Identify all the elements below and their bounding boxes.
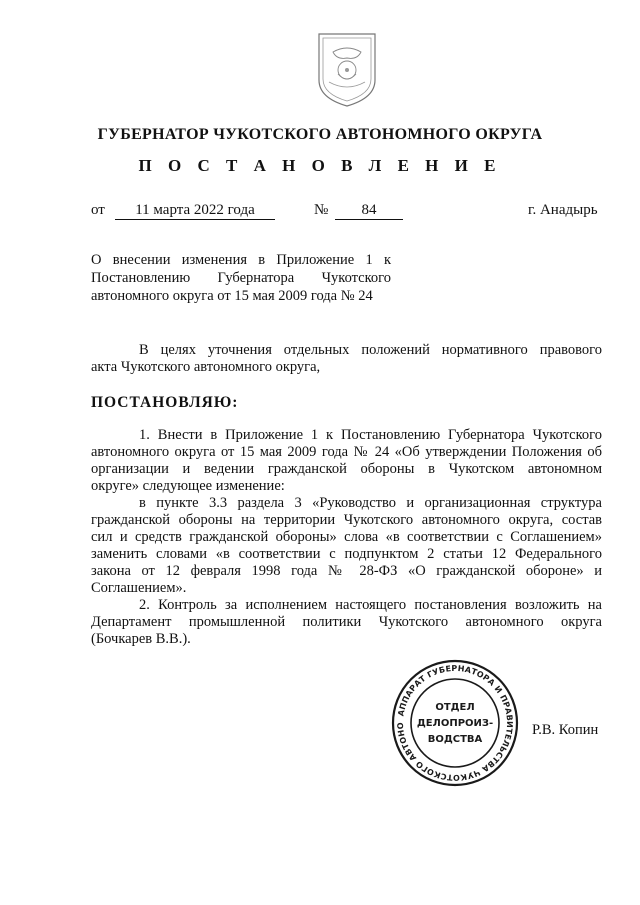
preamble-paragraph (91, 342, 602, 376)
item-1-detail-line: Соглашением». (91, 580, 187, 596)
signer-name: Р.В. Копин (532, 722, 599, 738)
document-date: 11 марта 2022 года (115, 202, 275, 220)
subject-line: автономного округа от 15 мая 2009 года № 24 (91, 288, 373, 304)
item-1-paragraph (91, 427, 602, 495)
preamble-line: В целях уточнения отдельных положений нормативного правового (139, 342, 602, 358)
governor-title: ГУБЕРНАТОР ЧУКОТСКОГО АВТОНОМНОГО ОКРУГА (97, 126, 543, 143)
item-1-detail-line: закона от 12 февраля 1998 года № 28-ФЗ «О гражданской обороне» и (91, 563, 602, 579)
item-1-line: организации и ведении гражданской обороны в Чукотском автономном (91, 461, 602, 477)
preamble-line: акта Чукотского автономного округа, (91, 359, 321, 375)
document-subject (91, 251, 391, 305)
item-1-detail-line: сил и средств гражданской обороны» слова «в соответствии с Соглашением» (91, 529, 602, 545)
number-label: № (314, 202, 329, 218)
stamp-ring-text: АППАРАТ ГУБЕРНАТОРА И ПРАВИТЕЛЬСТВА ЧУКОТСКОГО АВТОНО (395, 663, 515, 783)
item-2-line: 2. Контроль за исполнением настоящего постановления возложить на (139, 597, 602, 613)
stamp-center-line: ОТДЕЛ (435, 702, 475, 713)
item-1-detail-line: заменить словами «в соответствии с подпунктом 2 статьи 12 Федерального (91, 546, 602, 562)
item-1-detail-line: гражданской обороны на территории Чукотского автономного округа, состав (91, 512, 602, 528)
item-1-line: округе» следующее изменение: (91, 478, 285, 494)
document-number: 84 (335, 202, 403, 220)
decree-word: ПОСТАНОВЛЯЮ: (91, 394, 239, 411)
item-2-line: (Бочкарев В.В.). (91, 631, 191, 647)
stamp-center-line: ДЕЛОПРОИЗ- (416, 718, 494, 729)
subject-line: О внесении изменения в Приложение 1 к (91, 252, 391, 268)
item-1-line: автономного округа от 15 мая 2009 года № 24 «Об утверждении Положения об (91, 444, 602, 460)
date-from-label: от (91, 202, 105, 218)
item-1-line: 1. Внести в Приложение 1 к Постановлению Губернатора Чукотского (139, 427, 602, 443)
coat-of-arms-emblem (313, 30, 381, 108)
official-stamp (390, 658, 520, 788)
stamp-center-line: ВОДСТВА (427, 734, 483, 745)
item-2-line: Департамент промышленной политики Чукотского автономного округа (91, 614, 602, 630)
item-1-detail-paragraph (91, 495, 602, 597)
document-type-title: П О С Т А Н О В Л Е Н И Е (138, 156, 502, 175)
item-1-detail-line: в пункте 3.3 раздела 3 «Руководство и организационная структура (139, 495, 602, 511)
document-place: г. Анадырь (528, 202, 598, 218)
subject-line: Постановлению Губернатора Чукотского (91, 270, 391, 286)
item-2-paragraph (91, 597, 602, 648)
